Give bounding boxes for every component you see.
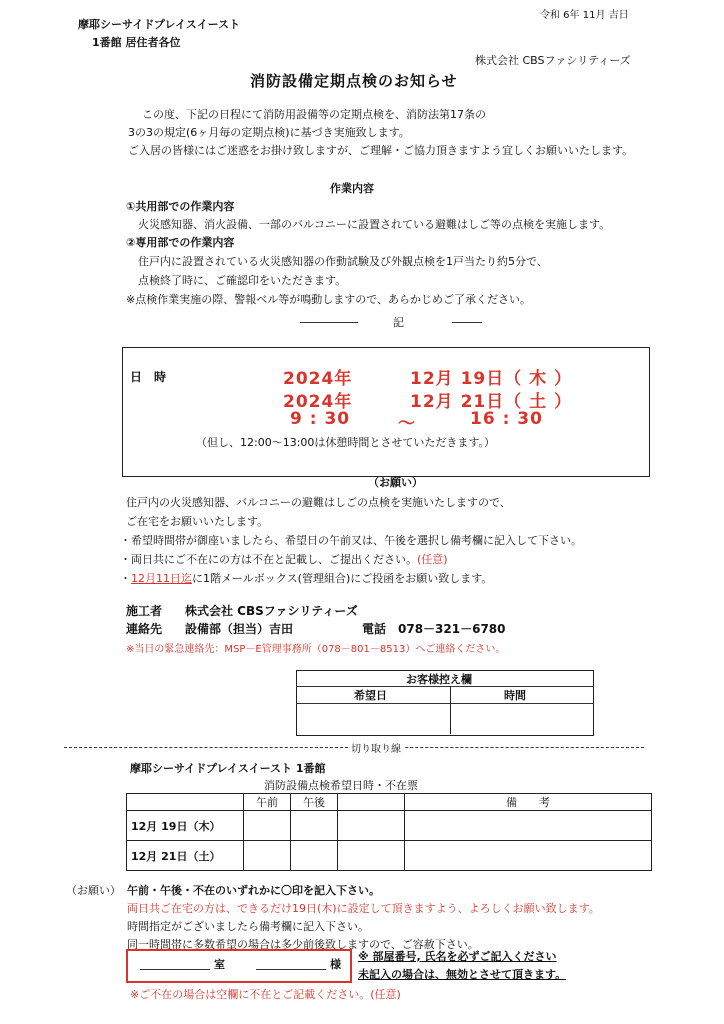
phone-number: 078－321－6780 [398, 622, 506, 636]
table-header-date [127, 794, 244, 811]
request-line-2: ご在宅をお願いいたします。 [126, 515, 269, 528]
customer-copy-date-header: 希望日 [354, 689, 387, 702]
table-header-pm: 午後 [291, 794, 338, 811]
absent-cell-19[interactable] [338, 811, 405, 841]
request-line-5 [120, 570, 492, 586]
ki-right-rule [452, 322, 482, 323]
table-header-absent [338, 794, 405, 811]
recipient-building: 摩耶シーサイドプレイスイースト [78, 18, 241, 31]
private-area-body-2: 点検終了時に、ご確認印をいただきます。 [138, 274, 347, 287]
room-number-rule [140, 969, 210, 970]
sender-company: 株式会社 CBSファシリティーズ [475, 54, 631, 67]
request-line-5-dot: ・ [120, 572, 131, 585]
customer-copy-date-field[interactable] [300, 706, 446, 731]
table-header-am: 午前 [244, 794, 291, 811]
table-header-remarks: 備 考 [405, 794, 652, 811]
customer-copy-rule-1 [296, 686, 594, 687]
customer-copy-rule-2 [296, 703, 594, 704]
customer-copy-title: お客様控え欄 [406, 673, 472, 686]
table-row-date: 12月 21日（土） [127, 841, 244, 871]
table-row [127, 811, 652, 841]
table-row [127, 841, 652, 871]
bottom-line-2: 両日共ご在宅の方は、できるだけ19日(木)に設定して頂きますよう、よろしくお願い致します。 [127, 902, 600, 915]
pm-cell-21[interactable] [291, 841, 338, 871]
am-cell-21[interactable] [244, 841, 291, 871]
private-area-body-1: 住戸内に設置されている火災感知器の作動試験及び外観点検を1戸当たり約5分で、 [138, 255, 548, 268]
request-deadline: 12月11日迄 [131, 572, 192, 585]
schedule-year-2: 2024年 [283, 392, 353, 412]
schedule-date-1: 12月 19日（ 木 ） [410, 369, 573, 389]
customer-copy-time-header: 時間 [504, 689, 526, 702]
schedule-label: 日 時 [130, 370, 167, 384]
bottom-line-3: 時間指定がございましたら備考欄に記入下さい。 [127, 920, 369, 933]
request-line-4-text: ・両日共にご不在にの方は不在と記載し、ご提出ください。 [120, 553, 417, 566]
contact-label: 連絡先 [126, 622, 163, 636]
request-line-4-optional: (任意) [417, 553, 448, 566]
absent-cell-21[interactable] [338, 841, 405, 871]
contractor-label: 施工者 [126, 604, 163, 618]
form-title: 消防設備点検希望日時・不在票 [264, 779, 418, 792]
schedule-time-end: 16 : 30 [470, 409, 543, 429]
schedule-time-tilde: ～ [398, 414, 416, 434]
phone-label: 電話 [362, 622, 387, 636]
name-suffix-label: 様 [330, 958, 341, 971]
contractor-name: 株式会社 CBSファシリティーズ [185, 604, 358, 618]
work-heading: 作業内容 [330, 182, 374, 195]
page-title: 消防設備定期点検のお知らせ [250, 72, 458, 90]
intro-line-2: 3の3の規定(6ヶ月毎の定期点検)に基づき実施致します。 [128, 126, 410, 139]
schedule-break-note: （但し、12:00～13:00は休憩時間とさせていただきます。） [196, 436, 496, 449]
room-number-field[interactable] [140, 953, 210, 969]
private-area-title: ②専用部での作業内容 [126, 236, 235, 249]
room-label: 室 [214, 958, 225, 971]
notice-date: 令和 6年 11月 吉日 [540, 10, 629, 21]
recipient-residents: 1番館 居住者各位 [92, 36, 181, 49]
request-heading: （お願い） [368, 476, 423, 489]
pm-cell-19[interactable] [291, 811, 338, 841]
request-line-4 [120, 551, 448, 567]
remarks-cell-19[interactable] [405, 811, 652, 841]
bottom-line-1: 午前・午後・不在のいずれかに〇印を記入下さい。 [127, 884, 380, 897]
intro-line-1: この度、下記の日程にて消防用設備等の定期点検を、消防法第17条の [142, 108, 486, 121]
request-line-3: ・希望時間帯が御座いましたら、希望日の午前又は、午後を選択し備考欄に記入して下さい。 [120, 534, 582, 547]
bottom-line-4: 同一時間帯に多数希望の場合は多少前後致しますので、ご容赦下さい。 [127, 938, 479, 951]
room-name-required-note: ※ 部屋番号, 氏名を必ずご記入ください [358, 950, 557, 963]
am-cell-19[interactable] [244, 811, 291, 841]
intro-line-3: ご入居の皆様にはご迷惑をお掛け致しますが、ご理解・ご協力頂きますよう宜しくお願いいたします。 [128, 144, 634, 157]
schedule-year-1: 2024年 [283, 369, 353, 389]
request-line-1: 住戸内の火災感知器、バルコニーの避難はしごの点検を実施いたしますので、 [126, 496, 511, 509]
alarm-note: ※点検作業実施の際、警報ベル等が鳴動しますので、あらかじめご了承ください。 [126, 293, 531, 306]
table-row-date: 12月 19日（木） [127, 811, 244, 841]
contact-department: 設備部（担当）吉田 [185, 622, 294, 636]
customer-copy-time-field[interactable] [454, 706, 588, 731]
absence-note: ※ご不在の場合は空欄に不在とご記載ください。(任意) [130, 988, 401, 1001]
ki-left-rule [300, 322, 358, 323]
schedule-date-2: 12月 21日（ 土 ） [410, 392, 573, 412]
schedule-request-table [126, 793, 652, 871]
invalid-if-blank-note: 未記入の場合は、無効とさせて頂きます。 [358, 968, 567, 981]
common-area-title: ①共用部での作業内容 [126, 200, 235, 213]
resident-name-rule [256, 969, 326, 970]
remarks-cell-21[interactable] [405, 841, 652, 871]
request-line-5-text: に1階メールボックス(管理組合)にご投函をお願い致します。 [192, 572, 493, 585]
ki-mark: 記 [393, 316, 404, 329]
schedule-time-start: 9 : 30 [290, 409, 351, 429]
form-building-title: 摩耶シーサイドプレイスイースト 1番館 [130, 762, 326, 775]
cut-line-label: 切り取り線 [348, 740, 404, 755]
resident-name-field[interactable] [256, 953, 326, 969]
common-area-body: 火災感知器、消火設備、一部のバルコニーに設置されている避難はしご等の点検を実施します。 [138, 218, 611, 231]
emergency-contact: ※当日の緊急連絡先：MSP－E管理事務所（078－801－8513）へご連絡ください。 [126, 644, 506, 655]
bottom-request-label: （お願い） [66, 884, 121, 897]
customer-copy-divider [450, 686, 451, 734]
